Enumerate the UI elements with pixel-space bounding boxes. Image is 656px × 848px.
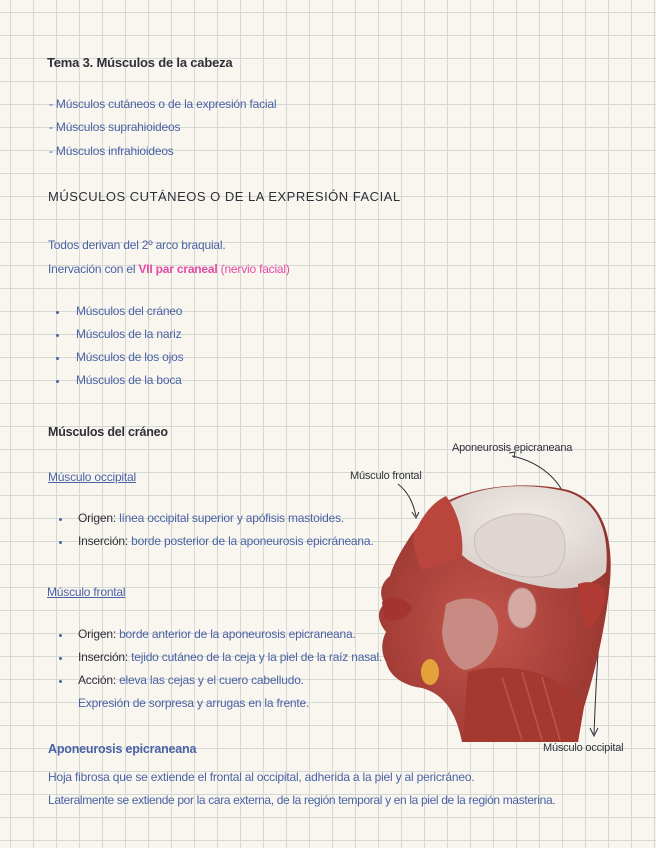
parotid-gland [421,659,439,685]
frontal-action-extra: Expresión de sorpresa y arrugas en la frente. [78,696,310,710]
nerve-name: VII par craneal [138,262,218,276]
subsection-title: Músculos del cráneo [48,425,168,439]
ear [508,588,536,628]
head-muscles-illustration [372,472,612,742]
list-item: Músculos de la boca [76,373,182,387]
arrow-aponeurosis-head [509,452,515,458]
value: tejido cutáneo de la ceja y la piel de la raíz nasal. [128,650,383,664]
frontal-heading: Músculo frontal [47,585,126,599]
aponeurosis-heading: Aponeurosis epicraneana [48,742,197,756]
label: Inserción: [78,534,129,548]
intro-prefix: Inervación con el [48,262,139,276]
value: borde anterior de la aponeurosis epicraneana. [115,627,356,641]
label: Origen: [78,511,116,525]
index-item: - Músculos cutáneos o de la expresión facial [49,97,277,111]
aponeurosis-line-2: Lateralmente se extiende por la cara externa, de la región temporal y en la piel de la región masterina. [48,793,556,807]
intro-line-1: Todos derivan del 2º arco braquial. [48,238,226,252]
list-item: Músculos de los ojos [76,350,184,364]
list-item: Músculos del cráneo [76,304,183,318]
section-title: MÚSCULOS CUTÁNEOS O DE LA EXPRESIÓN FACIAL [48,189,401,204]
label: Acción: [78,673,116,687]
label-occipital: Músculo occipital [543,742,624,754]
nerve-note: (nervio facial) [217,262,290,276]
value: borde posterior de la aponeurosis epicráneana. [128,534,374,548]
aponeurosis-line-1: Hoja fibrosa que se extiende el frontal al occipital, adherida a la piel y al pericráneo. [48,770,475,784]
label-frontal: Músculo frontal [350,470,422,482]
index-item: - Músculos infrahioideos [49,144,174,158]
label: Inserción: [78,650,129,664]
label: Origen: [78,627,116,641]
value: línea occipital superior y apófisis mastoides. [115,511,344,525]
value: eleva las cejas y el cuero cabelludo. [115,673,304,687]
page-title: Tema 3. Músculos de la cabeza [47,55,233,70]
label-aponeurosis: Aponeurosis epicraneana [452,442,573,454]
occipital-heading: Músculo occipital [48,470,136,484]
list-item: Músculos de la nariz [76,327,182,341]
index-item: - Músculos suprahioideos [49,120,181,134]
